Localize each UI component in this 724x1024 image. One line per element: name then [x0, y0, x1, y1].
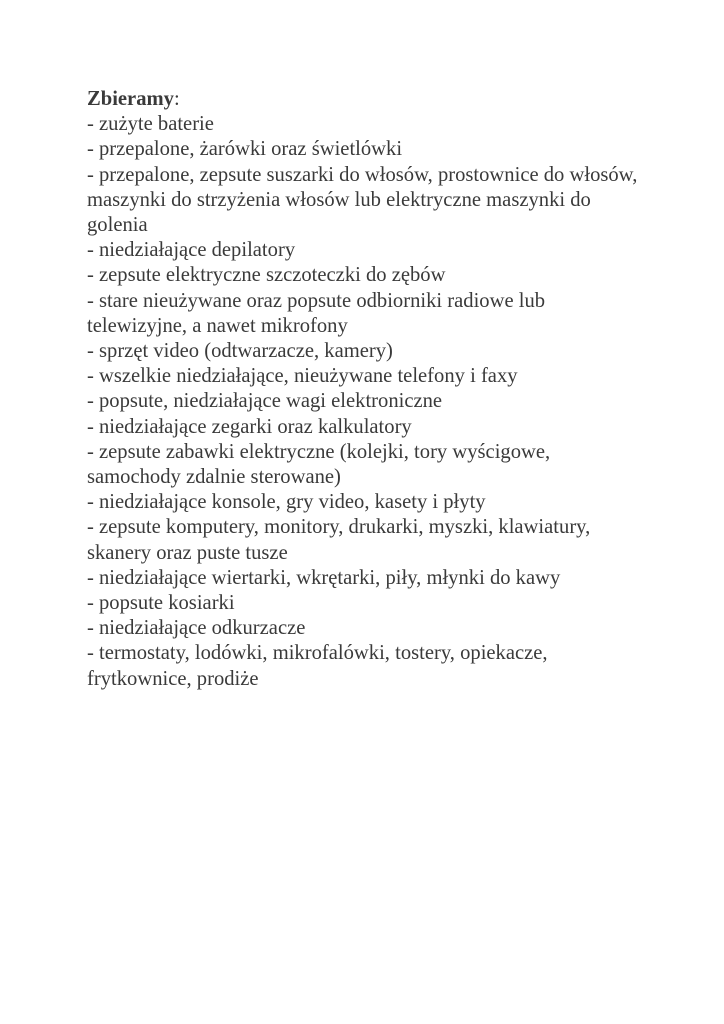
heading-text: Zbieramy: [87, 88, 174, 110]
list-item: - stare nieużywane oraz popsute odbiorniki radiowe lub telewizyjne, a nawet mikrofony: [87, 289, 546, 337]
list-item: - niedziałające wiertarki, wkrętarki, piły, młynki do kawy: [87, 566, 561, 589]
document-heading: [87, 87, 647, 112]
list-item: - zepsute komputery, monitory, drukarki, myszki, klawiatury, skanery oraz puste tusze: [87, 516, 591, 564]
list-item: - niedziałające zegarki oraz kalkulatory: [87, 415, 412, 438]
list-item: - niedziałające depilatory: [87, 239, 296, 262]
list-item: - przepalone, żarówki oraz świetlówki: [87, 138, 403, 161]
list-item: - popsute kosiarki: [87, 592, 235, 615]
list-item: - popsute, niedziałające wagi elektroniczne: [87, 390, 443, 413]
heading-colon: :: [173, 88, 180, 110]
list-item: - niedziałające odkurzacze: [87, 617, 306, 640]
list-item: - zużyte baterie: [87, 113, 214, 136]
list-item: - termostaty, lodówki, mikrofalówki, tostery, opiekacze, frytkownice, prodiże: [87, 642, 548, 690]
list-item: - przepalone, zepsute suszarki do włosów, prostownice do włosów, maszynki do strzyżenia włosów lub elektryczne maszynki do golenia: [87, 163, 638, 237]
document-body: [87, 87, 647, 692]
list-item: - wszelkie niedziałające, nieużywane telefony i faxy: [87, 365, 518, 388]
list-item: - sprzęt video (odtwarzacze, kamery): [87, 340, 393, 363]
collected-items-list: [87, 112, 647, 692]
list-item: - niedziałające konsole, gry video, kasety i płyty: [87, 491, 486, 514]
list-item: - zepsute zabawki elektryczne (kolejki, tory wyścigowe, samochody zdalnie sterowane): [87, 440, 551, 489]
list-item: - zepsute elektryczne szczoteczki do zębów: [87, 264, 446, 287]
